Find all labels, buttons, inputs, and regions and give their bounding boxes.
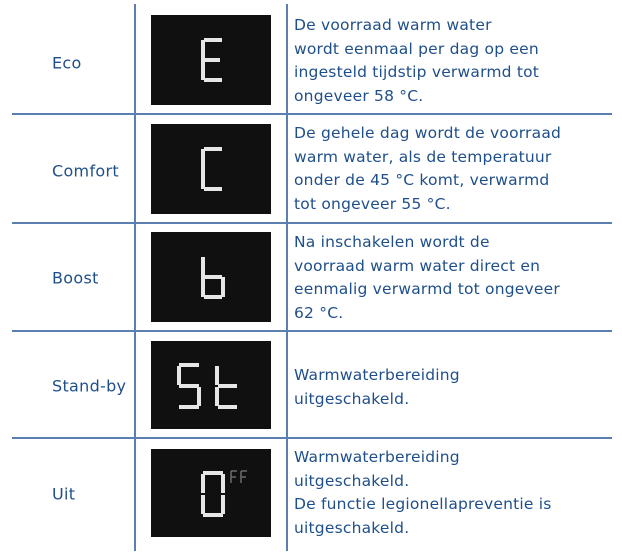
segment-b-icon: [151, 232, 271, 322]
row-divider: [12, 222, 612, 224]
description-line: voorraad warm water direct en: [294, 256, 541, 275]
description-line: De voorraad warm water: [294, 16, 492, 34]
description-line: uitgeschakeld.: [294, 389, 410, 408]
display-off: [151, 449, 271, 537]
display-comfort: [151, 124, 271, 214]
mode-description-comfort: [294, 122, 604, 216]
description-line: ongeveer 58 °C.: [294, 86, 424, 105]
mode-label-standby: Stand-by: [52, 376, 127, 396]
description-line: wordt eenmaal per dag op een: [294, 39, 539, 58]
description-line: uitgeschakeld.: [294, 518, 410, 537]
description-line: warm water, als de temperatuur: [294, 147, 552, 166]
mode-label-eco: Eco: [52, 53, 82, 73]
operating-modes-table: [12, 0, 612, 559]
row-divider: [12, 330, 612, 332]
segment-OFF-icon: [151, 449, 271, 537]
column-divider: [286, 4, 288, 551]
row-divider: [12, 113, 612, 115]
display-standby: [151, 341, 271, 429]
mode-description-off: [294, 446, 604, 540]
segment-St-icon: [151, 341, 271, 429]
description-line: tot ongeveer 55 °C.: [294, 194, 451, 213]
segment-E-icon: [151, 15, 271, 105]
mode-label-boost: Boost: [52, 268, 99, 288]
description-line: De functie legionellapreventie is: [294, 495, 552, 513]
description-line: 62 °C.: [294, 303, 344, 322]
row-divider: [12, 437, 612, 439]
description-line: eenmalig verwarmd tot ongeveer: [294, 280, 560, 298]
mode-label-off: Uit: [52, 484, 76, 504]
mode-description-eco: [294, 14, 604, 108]
description-line: onder de 45 °C komt, verwarmd: [294, 171, 550, 189]
column-divider: [134, 4, 136, 551]
description-line: Warmwaterbereiding: [294, 448, 460, 466]
mode-description-standby: [294, 364, 604, 411]
description-line: Warmwaterbereiding: [294, 366, 460, 384]
description-line: ingesteld tijdstip verwarmd tot: [294, 63, 540, 81]
mode-description-boost: [294, 231, 604, 325]
display-eco: [151, 15, 271, 105]
description-line: De gehele dag wordt de voorraad: [294, 124, 562, 142]
mode-label-comfort: Comfort: [52, 161, 119, 181]
description-line: uitgeschakeld.: [294, 471, 410, 490]
segment-C-icon: [151, 124, 271, 214]
display-boost: [151, 232, 271, 322]
description-line: Na inschakelen wordt de: [294, 233, 490, 251]
